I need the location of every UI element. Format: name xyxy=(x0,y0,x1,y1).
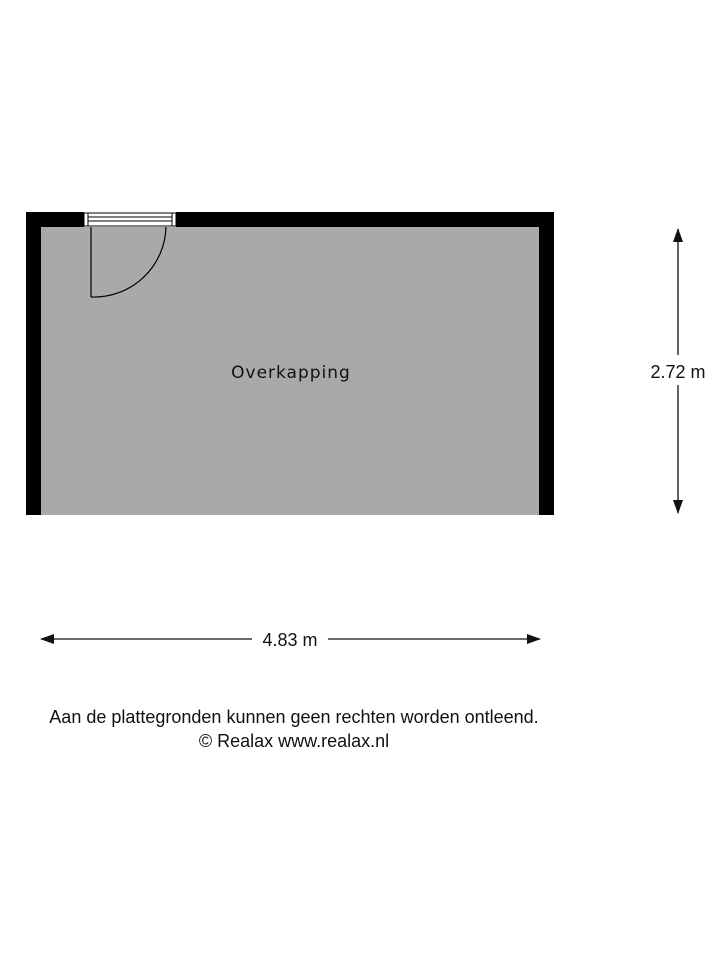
depth-dimension xyxy=(650,229,705,513)
copyright-text: © Realax www.realax.nl xyxy=(198,731,390,751)
width-label: 4.83 m xyxy=(262,630,318,650)
width-dimension xyxy=(41,630,540,650)
depth-label: 2.72 m xyxy=(650,362,706,382)
wall-left xyxy=(26,212,41,515)
door-frame xyxy=(84,213,176,226)
disclaimer-text: Aan de plattegronden kunnen geen rechten worden ontleend. xyxy=(49,707,539,727)
room-label: Overkapping xyxy=(231,363,351,383)
wall-top-right xyxy=(176,212,554,227)
wall-right xyxy=(539,212,554,515)
